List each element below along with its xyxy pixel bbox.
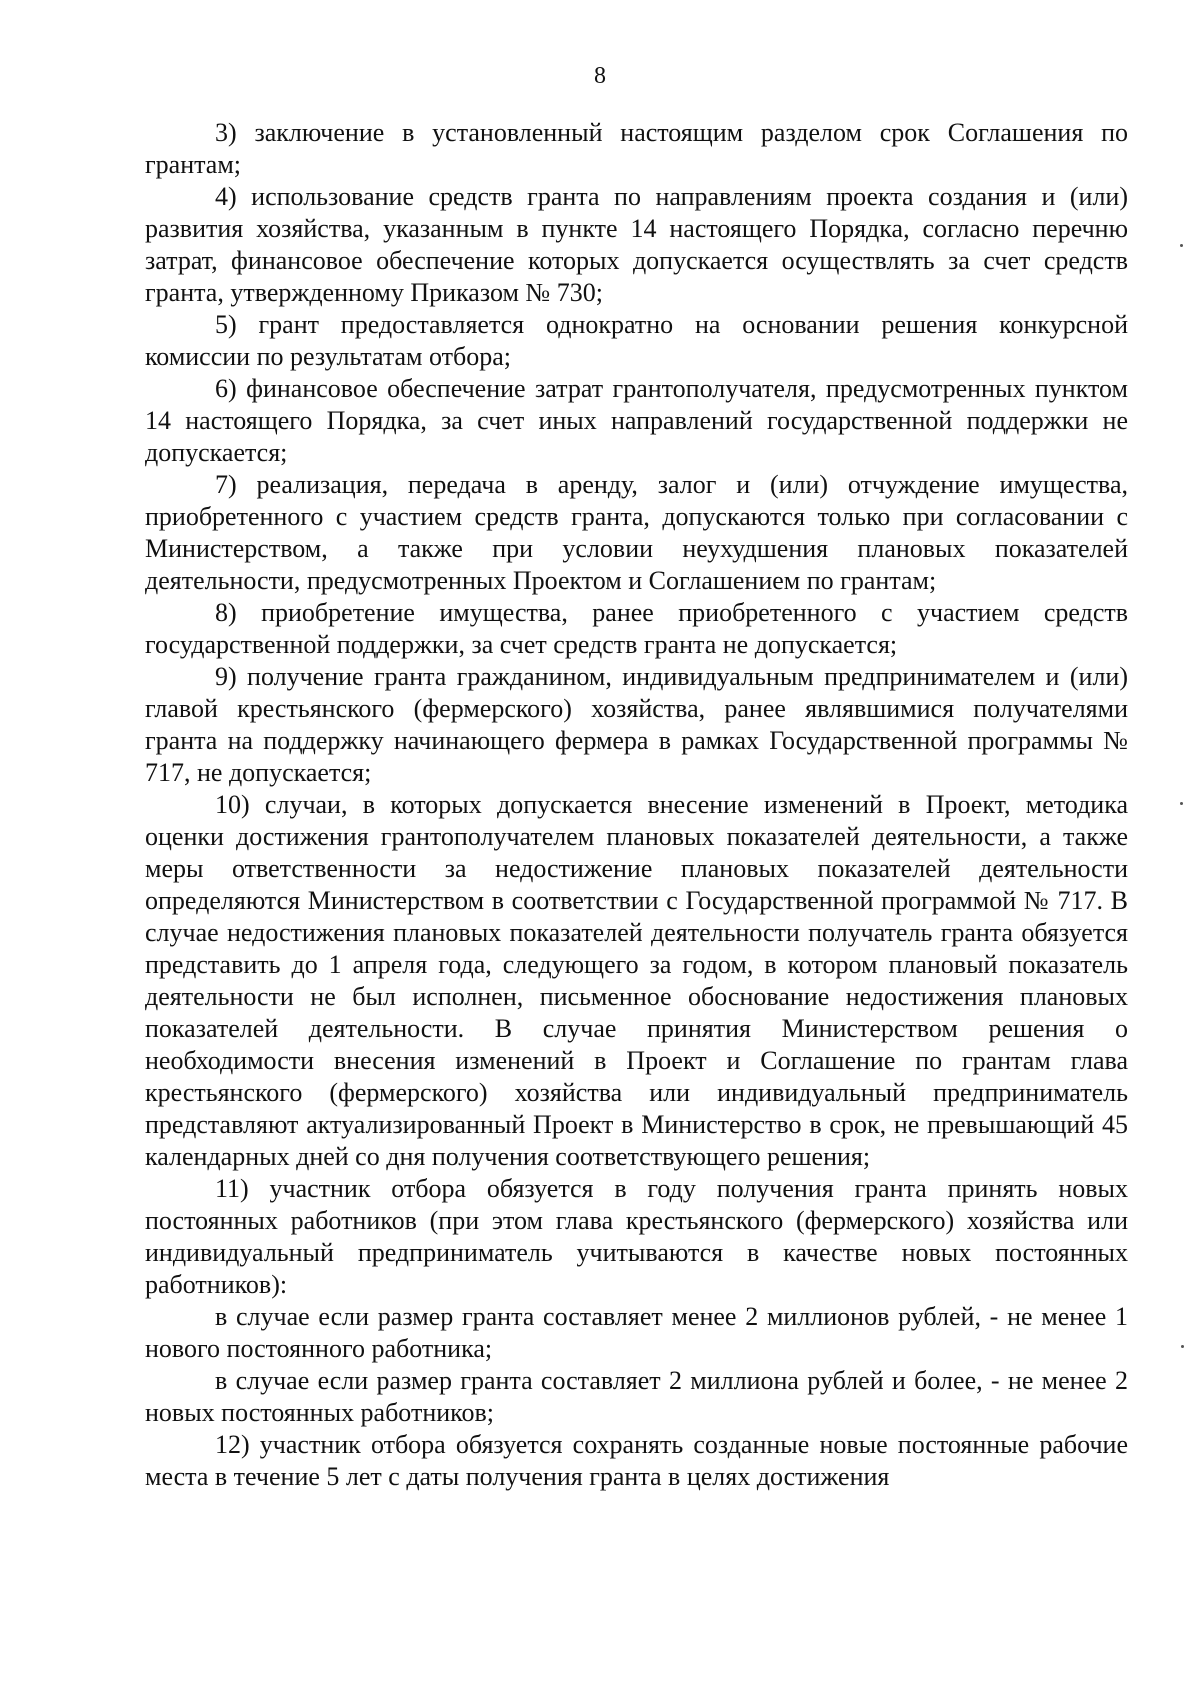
paragraph-item-11: 11) участник отбора обязуется в году получения гранта принять новых постоянных работников (при этом глава крестьянского (фермерского) хозяйства или индивидуальный предприниматель учитываются в качестве новых постоянных работников): — [145, 1174, 1128, 1299]
paragraph-item-9: 9) получение гранта гражданином, индивидуальным предпринимателем и (или) главой крестьянского (фермерского) хозяйства, ранее являвшимися получателями гранта на поддержку начинающего фермера в рамках Государственной программы № 717, не допускается; — [145, 662, 1128, 787]
paragraph-item-11-case-under-2m: в случае если размер гранта составляет менее 2 миллионов рублей, - не менее 1 нового постоянного работника; — [145, 1302, 1128, 1363]
paragraph-item-3: 3) заключение в установленный настоящим разделом срок Соглашения по грантам; — [145, 118, 1128, 179]
scan-speck — [1180, 244, 1183, 247]
paragraph-item-6: 6) финансовое обеспечение затрат грантополучателя, предусмотренных пунктом 14 настоящего Порядка, за счет иных направлений государственной поддержки не допускается; — [145, 374, 1128, 467]
paragraph-item-10: 10) случаи, в которых допускается внесение изменений в Проект, методика оценки достижения грантополучателем плановых показателей деятельности, а также меры ответственности за недостижение плановых показателей деятельности определяются Министерством в соответствии с Государственной программой № 717. В случае недостижения плановых показателей деятельности получатель гранта обязуется представить до 1 апреля года, следующего за годом, в котором плановый показатель деятельности не был исполнен, письменное обоснование недостижения плановых показателей деятельности. В случае принятия Министерством решения о необходимости внесения изменений в Проект и Соглашение по грантам глава крестьянского (фермерского) хозяйства или индивидуальный предприниматель представляют актуализированный Проект в Министерство в срок, не превышающий 45 календарных дней со дня получения соответствующего решения; — [145, 790, 1128, 1171]
paragraph-item-8: 8) приобретение имущества, ранее приобретенного с участием средств государственной поддержки, за счет средств гранта не допускается; — [145, 598, 1128, 659]
paragraph-item-7: 7) реализация, передача в аренду, залог и (или) отчуждение имущества, приобретенного с участием средств гранта, допускаются только при согласовании с Министерством, а также при условии неухудшения плановых показателей деятельности, предусмотренных Проектом и Соглашением по грантам; — [145, 470, 1128, 595]
paragraph-item-4: 4) использование средств гранта по направлениям проекта создания и (или) развития хозяйства, указанным в пункте 14 настоящего Порядка, согласно перечню затрат, финансовое обеспечение которых допускается осуществлять за счет средств гранта, утвержденному Приказом № 730; — [145, 182, 1128, 307]
document-body — [145, 117, 1128, 1493]
scan-speck — [1181, 1345, 1184, 1348]
paragraph-item-5: 5) грант предоставляется однократно на основании решения конкурсной комиссии по результатам отбора; — [145, 310, 1128, 371]
paragraph-item-12: 12) участник отбора обязуется сохранять созданные новые постоянные рабочие места в течение 5 лет с даты получения гранта в целях достижения — [145, 1430, 1128, 1491]
page-number: 8 — [594, 63, 606, 89]
scan-speck — [1180, 802, 1183, 805]
paragraph-item-11-case-2m-and-more: в случае если размер гранта составляет 2 миллиона рублей и более, - не менее 2 новых постоянных работников; — [145, 1366, 1128, 1427]
